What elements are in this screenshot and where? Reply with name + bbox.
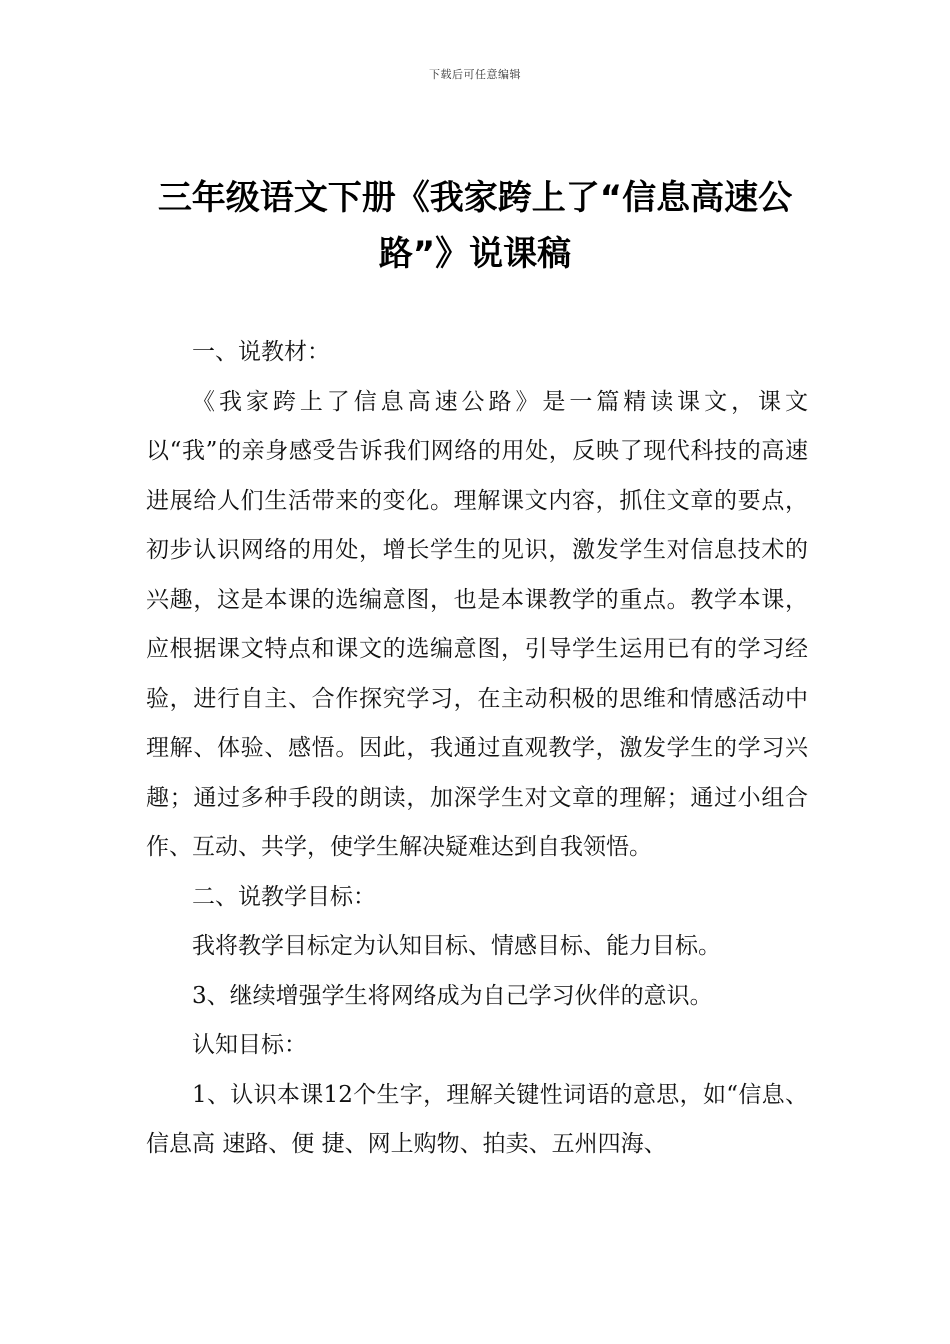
paragraph-materials: 《我家跨上了信息高速公路》是一篇精读课文，课文以“我”的亲身感受告诉我们网络的用处，反映了现代科技的高速进展给人们生活带来的变化。理解课文内容，抓住文章的要点，初步认识网络的用处，增长学生的见识，激发学生对信息技术的兴趣，这是本课的选编意图，也是本课教学的重点。教学本课，应根据课文特点和课文的选编意图，引导学生运用已有的学习经验，进行自主、合作探究学习，在主动积极的思维和情感活动中理解、体验、感悟。因此，我通过直观教学，激发学生的学习兴趣；通过多种手段的朗读，加深学生对文章的理解；通过小组合作、互动、共学，使学生解决疑难达到自我领悟。	[146, 388, 808, 860]
section-heading-materials: 一、说教材：	[192, 339, 330, 365]
document-title: 三年级语文下册《我家跨上了“信息高速公路”》说课稿	[157, 178, 793, 274]
subheading-cognitive-goals: 认知目标：	[192, 1032, 307, 1058]
header-note: 下载后可任意编辑	[429, 68, 521, 81]
document-body	[146, 328, 808, 1170]
paragraph-cognitive-goal-1: 1、认识本课12个生字，理解关键性词语的意思，如“信息、信息高 速路、便 捷、网上购物、拍卖、五州四海、	[146, 1081, 808, 1157]
section-heading-objectives: 二、说教学目标：	[192, 883, 376, 910]
paragraph-objective-3: 3、继续增强学生将网络成为自己学习伙伴的意识。	[192, 982, 713, 1009]
paragraph-objectives-intro: 我将教学目标定为认知目标、情感目标、能力目标。	[192, 933, 721, 959]
